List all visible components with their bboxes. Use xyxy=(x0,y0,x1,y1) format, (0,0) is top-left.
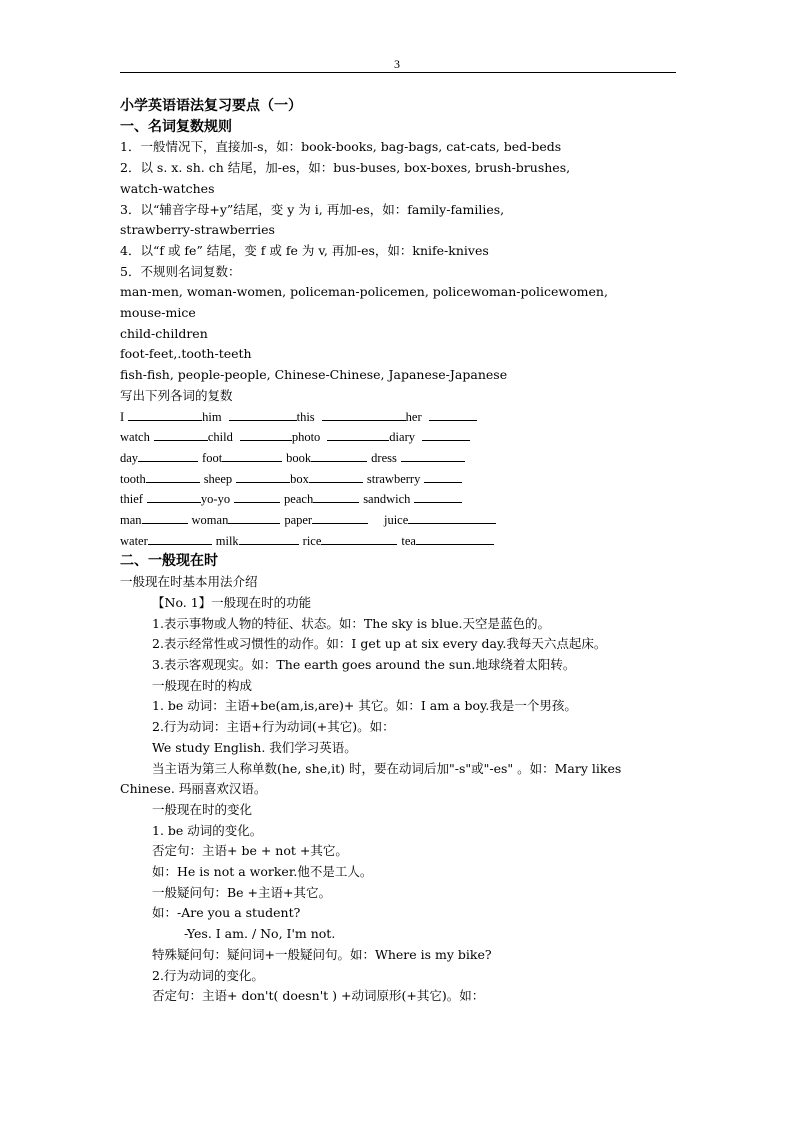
answer-blank[interactable] xyxy=(239,532,299,545)
exercise-word: book xyxy=(286,450,312,465)
rule-line: 3．以“辅音字母+y”结尾，变 y 为 i, 再加-es，如：family-families, xyxy=(120,201,505,217)
function-line: 1.表示事物或人物的特征、状态。如：The sky is blue.天空是蓝色的。 xyxy=(152,615,551,631)
exercise-word: paper xyxy=(284,513,313,528)
function-line: 2.表示经常性或习惯性的动作。如：I get up at six every day.我每天六点起床。 xyxy=(152,636,607,652)
no1-heading: 【No. 1】一般现在时的功能 xyxy=(152,594,312,610)
structure-line: 1. be 动词：主语+be(am,is,are)+ 其它。如：I am a boy.我是一个男孩。 xyxy=(152,698,577,714)
answer-blank[interactable] xyxy=(422,428,470,441)
exercise-word: foot xyxy=(202,450,223,465)
structure-title: 一般现在时的构成 xyxy=(152,677,253,693)
function-line: 3.表示客观现实。如：The earth goes around the sun.地球绕着太阳转。 xyxy=(152,656,576,672)
answer-blank[interactable] xyxy=(146,470,200,483)
answer-blank[interactable] xyxy=(429,408,477,421)
header-rule xyxy=(120,72,676,73)
verb-change: 2.行为动词的变化。 xyxy=(152,967,264,983)
structure-example: We study English. 我们学习英语。 xyxy=(152,739,357,755)
document-body xyxy=(120,96,680,1007)
exercise-word: her xyxy=(405,409,422,424)
third-person-rule: 当主语为第三人称单数(he, she,it) 时，要在动词后加"-s"或"-es" 。如：Mary likes Chinese. 玛丽喜欢汉语。 xyxy=(120,760,622,797)
be-question-answer: -Yes. I am. / No, I'm not. xyxy=(184,926,336,942)
exercise-word: sheep xyxy=(203,471,233,486)
answer-blank[interactable] xyxy=(416,532,494,545)
rule-line: 1．一般情况下，直接加-s，如：book-books, bag-bags, cat-cats, bed-beds xyxy=(120,139,562,155)
exercise-row xyxy=(120,469,680,490)
rule-line: fish-fish, people-people, Chinese-Chinese, Japanese-Japanese xyxy=(120,367,508,383)
exercise-title: 写出下列各词的复数 xyxy=(120,387,233,403)
answer-blank[interactable] xyxy=(401,449,465,462)
answer-blank[interactable] xyxy=(154,428,208,441)
exercise-word: juice xyxy=(383,513,409,528)
section-2-heading: 二、一般现在时 xyxy=(120,553,218,570)
be-negative: 否定句：主语+ be + not +其它。 xyxy=(152,843,348,859)
document-title: 小学英语语法复习要点（一） xyxy=(120,98,302,114)
exercise-word: box xyxy=(290,471,309,486)
exercise-word: him xyxy=(202,409,222,424)
exercise-word: rice xyxy=(302,533,322,548)
answer-blank[interactable] xyxy=(312,511,368,524)
rule-line: strawberry-strawberries xyxy=(120,222,275,238)
be-change: 1. be 动词的变化。 xyxy=(152,822,263,838)
answer-blank[interactable] xyxy=(313,490,359,503)
plural-rules xyxy=(120,137,680,385)
answer-blank[interactable] xyxy=(128,408,202,421)
rule-line: foot-feet,.tooth-teeth xyxy=(120,346,252,362)
exercise-table xyxy=(120,407,680,552)
answer-blank[interactable] xyxy=(229,408,297,421)
section-1-heading: 一、名词复数规则 xyxy=(120,118,232,135)
exercise-word: water xyxy=(120,533,148,548)
answer-blank[interactable] xyxy=(234,490,280,503)
verb-negative: 否定句：主语+ don't( doesn't ) +动词原形(+其它)。如： xyxy=(152,988,485,1004)
exercise-word: thief xyxy=(120,492,143,507)
answer-blank[interactable] xyxy=(142,511,188,524)
answer-blank[interactable] xyxy=(321,532,397,545)
exercise-word: day xyxy=(120,450,139,465)
rule-line: 2．以 s. x. sh. ch 结尾，加-es，如：bus-buses, box-boxes, brush-brushes, xyxy=(120,160,571,176)
answer-blank[interactable] xyxy=(228,511,280,524)
rule-line: 5．不规则名词复数： xyxy=(120,263,241,279)
change-title: 一般现在时的变化 xyxy=(152,801,253,817)
answer-blank[interactable] xyxy=(424,470,462,483)
special-question: 特殊疑问句：疑问词+一般疑问句。如：Where is my bike? xyxy=(152,946,492,962)
answer-blank[interactable] xyxy=(311,449,367,462)
section-2-intro: 一般现在时基本用法介绍 xyxy=(120,574,258,590)
exercise-row xyxy=(120,407,680,428)
exercise-row xyxy=(120,489,680,510)
answer-blank[interactable] xyxy=(414,490,462,503)
exercise-word: watch xyxy=(120,430,150,445)
exercise-word: man xyxy=(120,513,142,528)
answer-blank[interactable] xyxy=(148,532,212,545)
exercise-word: strawberry xyxy=(366,471,421,486)
exercise-word: I xyxy=(120,409,125,424)
answer-blank[interactable] xyxy=(408,511,496,524)
exercise-word: diary xyxy=(389,430,415,445)
exercise-word: tooth xyxy=(120,471,146,486)
answer-blank[interactable] xyxy=(327,428,389,441)
exercise-word: peach xyxy=(284,492,314,507)
rule-line: mouse-mice xyxy=(120,305,196,321)
exercise-word: dress xyxy=(371,450,397,465)
exercise-word: child xyxy=(207,430,233,445)
answer-blank[interactable] xyxy=(236,470,290,483)
answer-blank[interactable] xyxy=(147,490,201,503)
answer-blank[interactable] xyxy=(222,449,282,462)
exercise-row xyxy=(120,510,680,531)
answer-blank[interactable] xyxy=(240,428,292,441)
be-negative-example: 如：He is not a worker.他不是工人。 xyxy=(152,864,373,880)
exercise-word: photo xyxy=(291,430,321,445)
rule-line: child-children xyxy=(120,325,208,341)
be-question-example: 如：-Are you a student? xyxy=(152,905,301,921)
exercise-row xyxy=(120,531,680,552)
exercise-word: yo-yo xyxy=(200,492,231,507)
rule-line: watch-watches xyxy=(120,180,215,196)
answer-blank[interactable] xyxy=(138,449,198,462)
page-number: 3 xyxy=(394,57,400,71)
rule-line: 4．以“f 或 fe” 结尾，变 f 或 fe 为 v, 再加-es，如：knife-knives xyxy=(120,242,489,258)
exercise-word: this xyxy=(296,409,315,424)
exercise-word: woman xyxy=(191,513,229,528)
rule-line: man-men, woman-women, policeman-policemen, policewoman-policewomen, xyxy=(120,284,608,300)
exercise-word: sandwich xyxy=(363,492,411,507)
exercise-row xyxy=(120,448,680,469)
exercise-word: milk xyxy=(215,533,239,548)
exercise-word: tea xyxy=(401,533,416,548)
be-question: 一般疑问句：Be +主语+其它。 xyxy=(152,884,332,900)
exercise-row xyxy=(120,427,680,448)
structure-line: 2.行为动词：主语+行为动词(+其它)。如： xyxy=(152,719,395,735)
answer-blank[interactable] xyxy=(309,470,363,483)
answer-blank[interactable] xyxy=(322,408,406,421)
